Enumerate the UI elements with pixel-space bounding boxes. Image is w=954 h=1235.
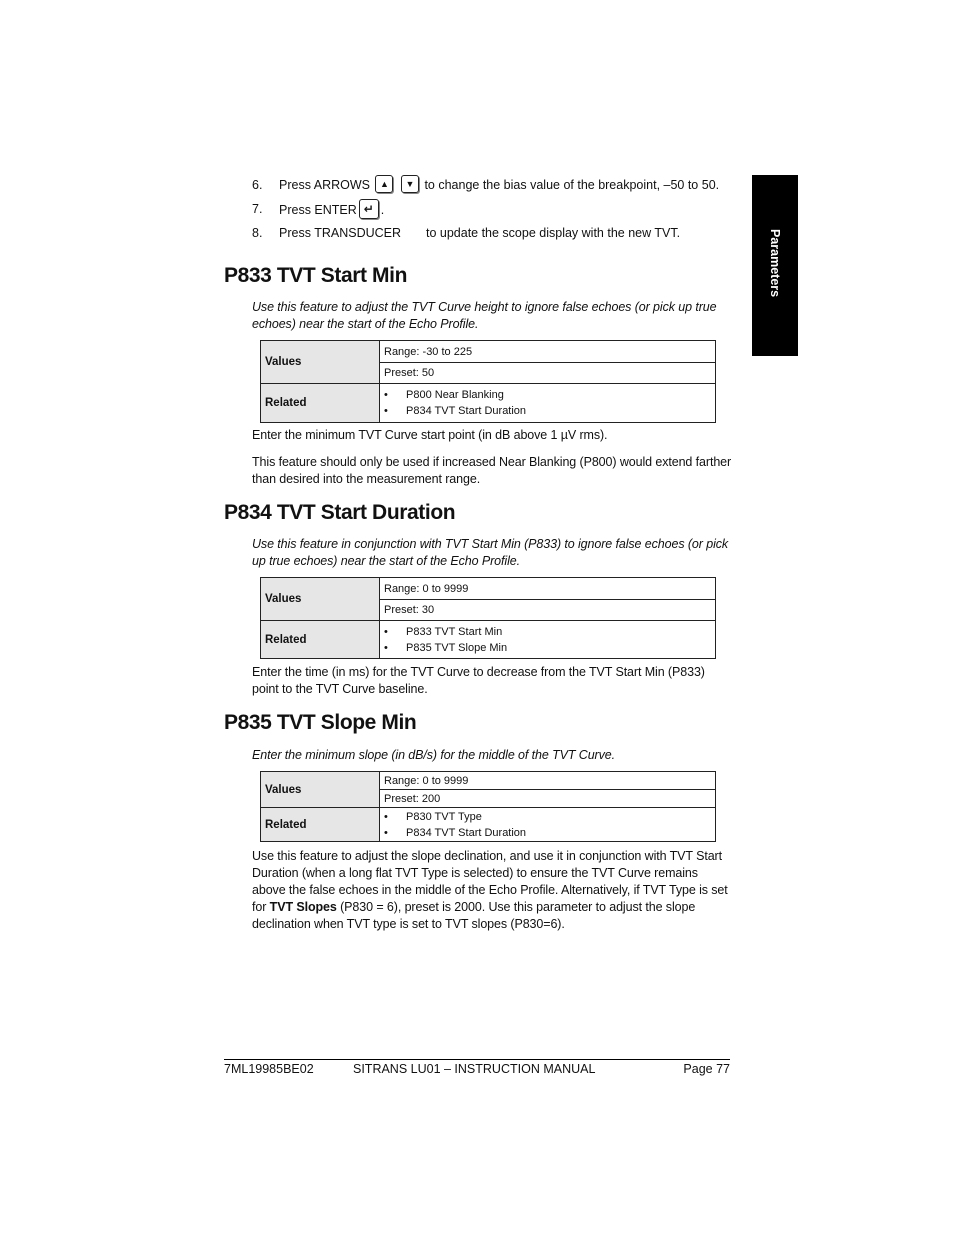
related-item: • P833 TVT Start Min — [384, 624, 711, 640]
preset-value: Preset: 50 — [380, 363, 716, 384]
parameter-table-p834 — [260, 577, 716, 659]
related-list-cell — [380, 808, 716, 842]
values-label: Values — [261, 341, 380, 384]
paragraph-text: Use this feature to adjust the slope declination, and use it in conjunction with TVT Start Duration (when a long flat TVT Type is selected) to ensure the TVT Curve remains above the false echoes in the middle of the Echo Profile. Alternatively, if TVT Type is set for — [252, 849, 728, 914]
enter-key-icon: ↵ — [359, 199, 379, 219]
related-item: • P834 TVT Start Duration — [384, 403, 711, 419]
preset-value: Preset: 30 — [380, 600, 716, 621]
side-tab-label: Parameters — [768, 229, 782, 298]
values-label: Values — [261, 772, 380, 808]
paragraph-text: (P830 = 6), preset is 2000. Use this parameter to adjust the slope declination when TVT type is set to TVT slopes (P830=6). — [252, 900, 696, 931]
emphasis-text: TVT Slopes — [269, 900, 337, 914]
related-label: Related — [261, 621, 380, 659]
section-intro-p835: Enter the minimum slope (in dB/s) for the middle of the TVT Curve. — [252, 748, 615, 762]
section-title-p835: P835 TVT Slope Min — [224, 711, 417, 734]
step-number: 8. — [252, 226, 263, 240]
related-list-cell — [380, 384, 716, 423]
related-item: • P830 TVT Type — [384, 809, 711, 825]
section-title-p834: P834 TVT Start Duration — [224, 501, 456, 524]
related-label: Related — [261, 384, 380, 423]
step-text: Press TRANSDUCER — [279, 226, 402, 240]
paragraph: Enter the minimum TVT Curve start point (in dB above 1 µV rms). — [252, 428, 608, 442]
step-text-after: . — [380, 202, 385, 217]
section-intro-p834: Use this feature in conjunction with TVT Start Min (P833) to ignore false echoes (or pick up true echoes) near the start of the Echo Profile. — [252, 537, 729, 568]
section-intro-p833: Use this feature to adjust the TVT Curve height to ignore false echoes (or pick up true echoes) near the start of the Echo Profile. — [252, 300, 717, 331]
parameter-table-p835 — [260, 771, 716, 842]
range-value: Range: -30 to 225 — [380, 341, 716, 363]
related-list — [384, 809, 711, 841]
step-text: Press ENTER — [279, 202, 357, 217]
footer-rule — [224, 1059, 730, 1060]
related-item: • P835 TVT Slope Min — [384, 640, 711, 656]
related-list — [384, 624, 711, 656]
range-value: Range: 0 to 9999 — [380, 578, 716, 600]
step-number: 7. — [252, 202, 263, 216]
related-list-cell — [380, 621, 716, 659]
range-value: Range: 0 to 9999 — [380, 772, 716, 790]
section-title-p833: P833 TVT Start Min — [224, 264, 408, 287]
footer-doc-number: 7ML19985BE02 — [224, 1062, 314, 1076]
step-number: 6. — [252, 178, 263, 192]
related-item: • P800 Near Blanking — [384, 387, 711, 403]
paragraph: This feature should only be used if increased Near Blanking (P800) would extend farther than desired into the measurement range. — [252, 455, 732, 486]
footer-manual-title: SITRANS LU01 – INSTRUCTION MANUAL — [353, 1062, 596, 1076]
section-side-tab — [752, 175, 798, 356]
arrow-down-key-icon: ▼ — [401, 175, 419, 193]
parameter-table-p833 — [260, 340, 716, 423]
paragraph: Enter the time (in ms) for the TVT Curve to decrease from the TVT Start Min (P833) point to the TVT Curve baseline. — [252, 665, 705, 696]
paragraph — [252, 848, 732, 933]
related-item: • P834 TVT Start Duration — [384, 825, 711, 841]
related-list — [384, 387, 711, 419]
footer-page-number: Page 77 — [683, 1062, 730, 1076]
values-label: Values — [261, 578, 380, 621]
step-text: Press ARROWS — [279, 178, 370, 192]
preset-value: Preset: 200 — [380, 790, 716, 808]
arrow-up-key-icon: ▲ — [375, 175, 393, 193]
related-label: Related — [261, 808, 380, 842]
step-text-after: to update the scope display with the new TVT. — [425, 226, 681, 240]
step-text-after: to change the bias value of the breakpoint, –50 to 50. — [424, 178, 720, 192]
